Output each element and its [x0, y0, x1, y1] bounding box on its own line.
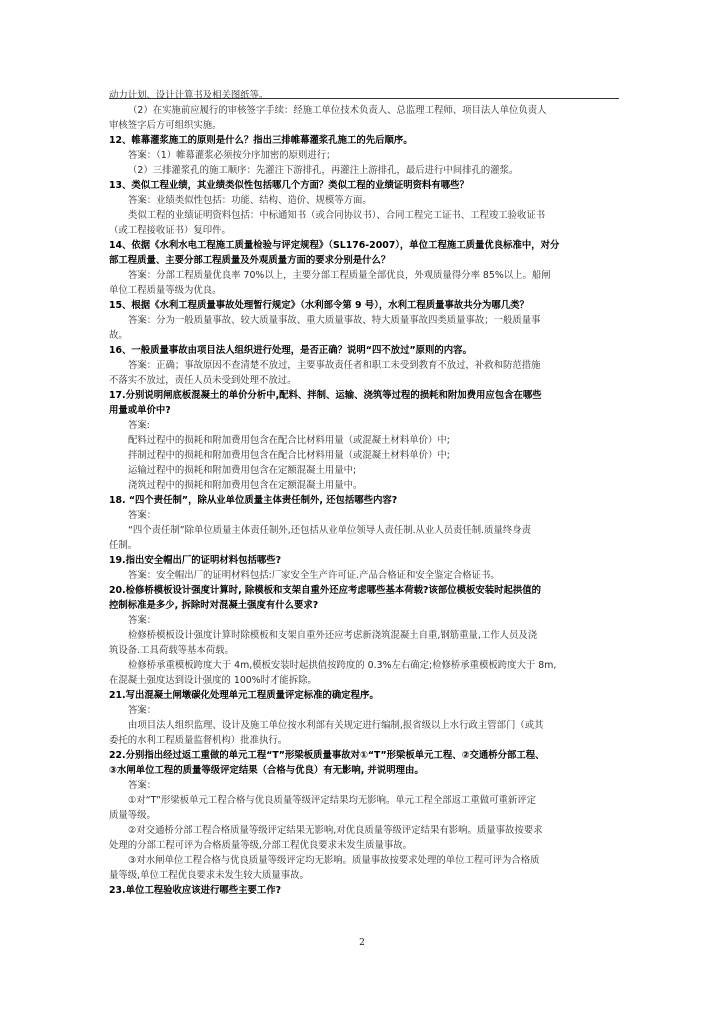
answer-line: 动力计划、设计计算书及相关图纸等。	[109, 90, 269, 101]
answer-line: 答案：	[128, 510, 157, 521]
question-line: 20.检修桥模板设计强度计算时, 除模板和支架自重外还应考虑哪些基本荷载?该部位模板安装时起拱值的	[109, 585, 542, 596]
question-line: ③水闸单位工程的质量等级评定结果（合格与优良）有无影响, 并说明理由。	[109, 765, 424, 776]
page-number: 2	[359, 938, 365, 948]
answer-line: 答案：分为一般质量事故、较大质量事故、重大质量事故、特大质量事故四类质量事故；一般质量事	[128, 315, 541, 326]
answer-line: 类似工程的业绩证明资料包括：中标通知书（或合同协议书）、合同工程完工证书、工程竣工验收证书	[128, 210, 546, 221]
answer-line: （2）在实施前应履行的审核签字手续：经施工单位技术负责人、总监理工程师、项目法人单位负责人	[128, 105, 547, 116]
answer-line: 不落实不放过，责任人员未受到处理不放过。	[109, 375, 297, 386]
question-line: 控制标准是多少, 拆除时对混凝土强度有什么要求?	[109, 600, 319, 611]
answer-line: 单位工程质量等级为优良。	[109, 285, 222, 296]
answer-line: “四个责任制”除单位质量主体责任制外,还包括从业单位领导人责任制.从业人员责任制.质量终身责	[128, 525, 532, 536]
answer-line: 配料过程中的损耗和附加费用包含在配合比材料用量（或混凝土材料单价）中;	[128, 435, 450, 446]
answer-line: 质量等级。	[109, 810, 156, 821]
answer-line: 量等级,单位工程优良要求未发生较大质量事故。	[109, 870, 309, 881]
answer-line: 任制。	[109, 540, 138, 551]
answer-line: 委托的水利工程质量监督机构）批准执行。	[109, 735, 288, 746]
answer-line: 答案：	[128, 705, 157, 716]
question-line: 15、根据《水利工程质量事故处理暂行规定》（水利部令第 9 号），水利工程质量事故共分为哪几类？	[109, 300, 529, 311]
answer-line: 检修桥模板设计强度计算时除模板和支架自重外还应考虑新浇筑混凝土自重,钢筋重量,工作人员及浇	[128, 630, 538, 641]
answer-line: 答案：业绩类似性包括：功能、结构、造价、规模等方面。	[128, 195, 372, 206]
answer-line: 答案：安全帽出厂的证明材料包括:厂家安全生产许可证.产品合格证和安全鉴定合格证书。	[128, 570, 500, 581]
answer-line: 答案：（1）帷幕灌浆必须按分序加密的原则进行；	[128, 150, 336, 161]
question-line: 18. “四个责任制”，除从业单位质量主体责任制外, 还包括哪些内容?	[109, 495, 398, 506]
question-line: 14、依据《水利水电工程施工质量检验与评定规程》（SL176-2007），单位工程施工质量优良标准中，对分	[109, 240, 560, 251]
answer-line: 检修桥承重模板跨度大于 4m,模板安装时起拱值按跨度的 0.3%左右确定;检修桥承重模板跨度大于 8m,	[128, 660, 557, 671]
answer-line: 答案：	[128, 780, 157, 791]
question-line: 16、一般质量事故由项目法人组织进行处理，是否正确？说明“四不放过”原则的内容。	[109, 345, 472, 356]
answer-line: 运输过程中的损耗和附加费用包含在定额混凝土用量中;	[128, 465, 357, 476]
answer-line: 拌制过程中的损耗和附加费用包含在配合比材料用量（或混凝土材料单价）中;	[128, 450, 450, 461]
answer-line: 筑设备.工具荷载等基本荷载。	[109, 645, 234, 656]
answer-line: 答案：	[128, 615, 157, 626]
answer-line: 答案：分部工程质量优良率 70%以上，主要分部工程质量全部优良，外观质量得分率 85%以上。船闸	[128, 270, 551, 281]
question-line: 23.单位工程验收应该进行哪些主要工作?	[109, 885, 282, 896]
answer-line: ①对“T”形梁板单元工程合格与优良质量等级评定结果均无影响。单元工程全部返工重做可重新评定	[128, 795, 537, 806]
answer-line: 在混凝土强度达到设计强度的 100%时才能拆除。	[109, 675, 317, 686]
question-line: 用量或单价中?	[109, 405, 171, 416]
question-line: 17.分别说明闸底板混凝土的单价分析中,配料、拌制、运输、浇筑等过程的损耗和附加费用应包含在哪些	[109, 390, 542, 401]
answer-line: 答案:	[128, 420, 150, 431]
question-line: 21.写出混凝土闸墩碳化处理单元工程质量评定标准的确定程序。	[109, 690, 379, 701]
answer-line: 审核签字后方可组织实施。	[109, 120, 222, 131]
answer-line: 浇筑过程中的损耗和附加费用包含在定额混凝土用量中。	[128, 480, 363, 491]
answer-line: 处理的分部工程可评为合格质量等级,分部工程优良要求未发生质量事故。	[109, 840, 412, 851]
document-body	[109, 88, 619, 898]
answer-line: ③对水闸单位工程合格与优良质量等级评定均无影响。质量事故按要求处理的单位工程可评为合格质	[128, 855, 540, 866]
answer-line: 答案：正确；事故原因不查清楚不放过，主要事故责任者和职工未受到教育不放过，补救和防范措施	[128, 360, 541, 371]
answer-line: ②对交通桥分部工程合格质量等级评定结果无影响,对优良质量等级评定结果有影响。质量事故按要求	[128, 825, 543, 836]
question-line: 部工程质量、主要分部工程质量及外观质量方面的要求分别是什么？	[109, 255, 391, 266]
question-line: 22.分别指出经过返工重做的单元工程“T”形梁板质量事故对①“T”形梁板单元工程、②交通桥分部工程、	[109, 750, 545, 761]
question-line: 19.指出安全帽出厂的证明材料包括哪些?	[109, 555, 282, 566]
answer-line: 由项目法人组织监理、设计及施工单位按水利部有关规定进行编制,报省级以上水行政主管部门（或其	[128, 720, 544, 731]
answer-line: （或工程接收证书）复印件。	[109, 225, 231, 236]
answer-line: 故。	[109, 330, 128, 341]
answer-line: （2）三排灌浆孔的施工顺序：先灌注下游排孔，再灌注上游排孔，最后进行中间排孔的灌浆。	[128, 165, 519, 176]
question-line: 13、类似工程业绩，其业绩类似性包括哪几个方面？类似工程的业绩证明资料有哪些？	[109, 180, 469, 191]
question-line: 12、帷幕灌浆施工的原则是什么？指出三排帷幕灌浆孔施工的先后顺序。	[109, 135, 413, 146]
